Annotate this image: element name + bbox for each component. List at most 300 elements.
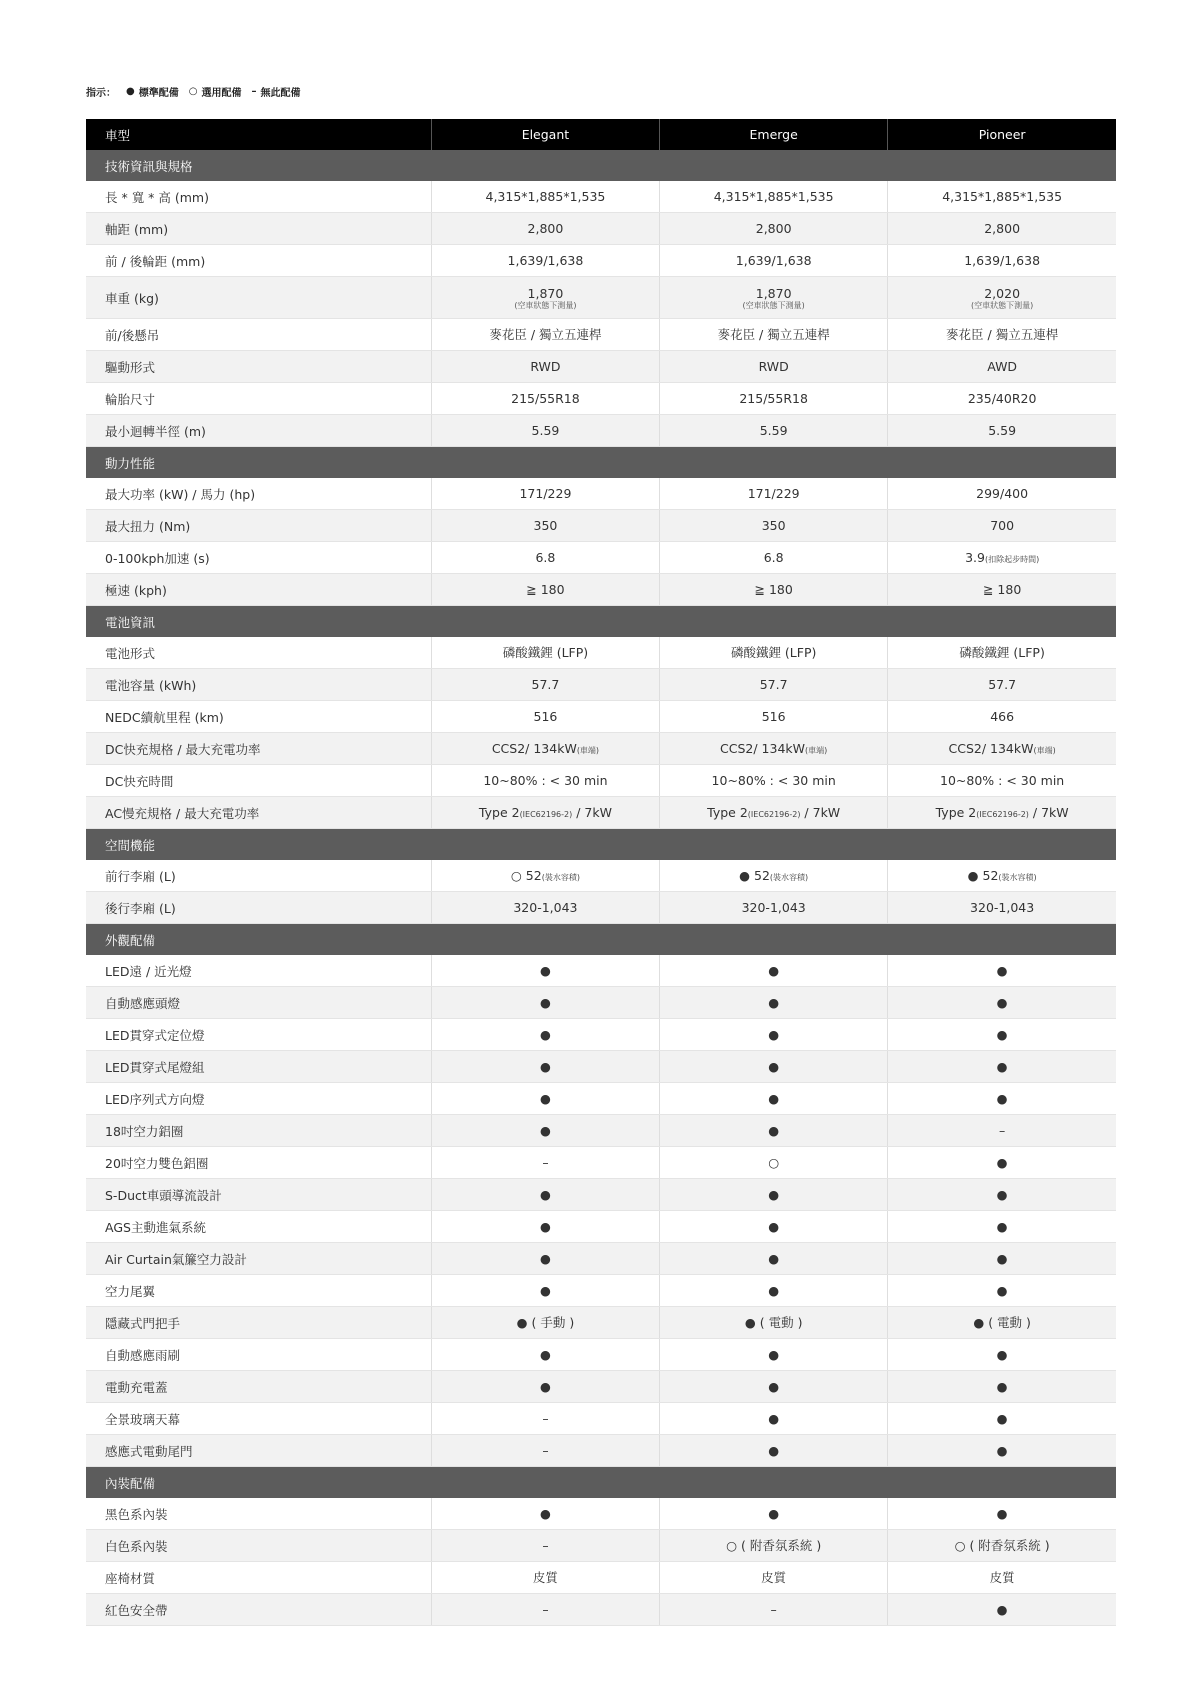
table-cell [660, 669, 888, 701]
section-title: 內裝配備 [86, 1467, 1116, 1499]
table-cell [431, 351, 659, 383]
table-cell [888, 1530, 1116, 1562]
cell-value: ● [996, 1347, 1008, 1362]
filled-dot-icon: ● [126, 86, 135, 97]
cell-value: 1,639/1,638 [964, 253, 1041, 268]
legend [86, 84, 300, 99]
table-cell [431, 245, 659, 277]
row-label: 黑色系內裝 [86, 1498, 431, 1530]
cell-suffix: (裝水容積) [998, 873, 1037, 882]
cell-value: ● [768, 1443, 780, 1458]
table-cell [431, 1147, 659, 1179]
cell-value: ● [768, 963, 780, 978]
table-cell [431, 542, 659, 574]
section-header [86, 150, 1116, 181]
row-label: LED遠 / 近光燈 [86, 955, 431, 987]
table-row [86, 1211, 1116, 1243]
cell-value: 10~80% : < 30 min [940, 773, 1065, 788]
table-cell [660, 1275, 888, 1307]
cell-value: ● [539, 995, 551, 1010]
table-cell [888, 1115, 1116, 1147]
cell-suffix: (車端) [576, 746, 600, 755]
table-row [86, 1179, 1116, 1211]
section-header [86, 447, 1116, 479]
table-row [86, 574, 1116, 606]
table-row [86, 637, 1116, 669]
cell-value: ● [539, 1283, 551, 1298]
table-cell [888, 1051, 1116, 1083]
cell-value: CCS2/ 134kW [491, 741, 577, 756]
row-label: AGS主動進氣系統 [86, 1211, 431, 1243]
table-cell [888, 415, 1116, 447]
cell-value: ● [539, 1091, 551, 1106]
table-cell [888, 765, 1116, 797]
table-cell [660, 1594, 888, 1626]
table-cell [431, 1211, 659, 1243]
table-cell [660, 383, 888, 415]
table-cell [888, 351, 1116, 383]
table-cell [431, 892, 659, 924]
table-row [86, 1115, 1116, 1147]
table-cell [660, 701, 888, 733]
cell-value: ● [996, 1602, 1008, 1617]
header-pioneer: Pioneer [888, 119, 1116, 150]
table-cell [888, 510, 1116, 542]
table-cell [888, 1019, 1116, 1051]
cell-value: 320-1,043 [741, 900, 806, 915]
row-label: DC快充時間 [86, 765, 431, 797]
table-cell [888, 478, 1116, 510]
cell-value: 57.7 [531, 677, 560, 692]
row-label: 前 / 後輪距 (mm) [86, 245, 431, 277]
table-row [86, 351, 1116, 383]
table-row [86, 1530, 1116, 1562]
table-cell [431, 510, 659, 542]
row-label: 輪胎尺寸 [86, 383, 431, 415]
cell-value: ● [768, 1027, 780, 1042]
table-cell [431, 1371, 659, 1403]
cell-value: ● [768, 1123, 780, 1138]
cell-value: ● [768, 1187, 780, 1202]
row-label: 隱藏式門把手 [86, 1307, 431, 1339]
cell-value: 1,870 [755, 285, 792, 301]
cell-value: ● [768, 1251, 780, 1266]
cell-note: (空車狀態下測量) [742, 300, 805, 310]
cell-value: ● [539, 1123, 551, 1138]
row-label: AC慢充規格 / 最大充電功率 [86, 797, 431, 829]
cell-value: 57.7 [759, 677, 788, 692]
row-label: DC快充規格 / 最大充電功率 [86, 733, 431, 765]
table-row [86, 860, 1116, 892]
row-label: LED序列式方向燈 [86, 1083, 431, 1115]
table-cell [431, 574, 659, 606]
table-cell [888, 1147, 1116, 1179]
table-row [86, 383, 1116, 415]
row-label: 0-100kph加速 (s) [86, 542, 431, 574]
legend-standard [126, 84, 179, 99]
row-label: Air Curtain氣簾空力設計 [86, 1243, 431, 1275]
cell-after: / 7kW [572, 805, 612, 820]
table-cell [431, 1019, 659, 1051]
table-cell [431, 701, 659, 733]
table-cell [888, 669, 1116, 701]
cell-value: 350 [761, 518, 786, 533]
table-cell [431, 1562, 659, 1594]
table-cell [660, 415, 888, 447]
cell-note: (空車狀態下測量) [971, 300, 1034, 310]
cell-value: ● [768, 1219, 780, 1234]
table-cell [431, 1115, 659, 1147]
cell-value: ● [996, 1091, 1008, 1106]
cell-value: ● [539, 1506, 551, 1521]
section-header [86, 1467, 1116, 1499]
cell-value: 5.59 [531, 423, 560, 438]
cell-value: ● 52 [739, 868, 770, 883]
table-cell [888, 1562, 1116, 1594]
cell-value: 1,870 [527, 285, 564, 301]
header-emerge: Emerge [660, 119, 888, 150]
cell-value: ● [768, 995, 780, 1010]
cell-value: 皮質 [532, 1570, 558, 1585]
row-label: 白色系內裝 [86, 1530, 431, 1562]
row-label: 全景玻璃天幕 [86, 1403, 431, 1435]
cell-value: – [999, 1123, 1006, 1138]
table-cell [888, 1275, 1116, 1307]
cell-value: ● [996, 995, 1008, 1010]
cell-value: 2,020 [984, 285, 1021, 301]
table-cell [431, 383, 659, 415]
cell-value: – [542, 1602, 549, 1617]
table-cell [888, 1307, 1116, 1339]
table-row [86, 1498, 1116, 1530]
table-cell [660, 319, 888, 351]
cell-suffix: (IEC62196-2) [976, 810, 1029, 819]
table-row [86, 892, 1116, 924]
cell-suffix: (車端) [1033, 746, 1056, 755]
cell-suffix: (扣除起步時間) [984, 555, 1040, 564]
cell-value: ● ( 電動 ) [973, 1315, 1031, 1330]
cell-value: ● [996, 1506, 1008, 1521]
cell-value: 171/229 [747, 486, 800, 501]
table-cell [431, 765, 659, 797]
table-cell [888, 1435, 1116, 1467]
table-row [86, 1435, 1116, 1467]
table-row [86, 1083, 1116, 1115]
table-row [86, 1307, 1116, 1339]
cell-value: 700 [990, 518, 1015, 533]
table-cell [431, 860, 659, 892]
table-cell [660, 1339, 888, 1371]
table-cell [660, 181, 888, 213]
table-cell [660, 351, 888, 383]
cell-value: 320-1,043 [513, 900, 578, 915]
table-cell [660, 1019, 888, 1051]
table-cell [888, 213, 1116, 245]
cell-value: ● [996, 1187, 1008, 1202]
table-row [86, 669, 1116, 701]
cell-value: 5.59 [759, 423, 788, 438]
table-row [86, 213, 1116, 245]
row-label: 車重 (kg) [86, 277, 431, 319]
table-cell [888, 181, 1116, 213]
table-cell [660, 1403, 888, 1435]
cell-value: – [542, 1155, 549, 1170]
table-cell [660, 1083, 888, 1115]
table-cell [660, 1562, 888, 1594]
row-label: 軸距 (mm) [86, 213, 431, 245]
cell-value: Type 2 [707, 805, 748, 820]
table-cell [888, 1498, 1116, 1530]
table-cell [431, 1243, 659, 1275]
row-label: 前/後懸吊 [86, 319, 431, 351]
row-label: S-Duct車頭導流設計 [86, 1179, 431, 1211]
cell-value: 4,315*1,885*1,535 [942, 189, 1063, 204]
legend-standard-text: 標準配備 [138, 88, 179, 99]
section-header [86, 924, 1116, 956]
row-label: 前行李廂 (L) [86, 860, 431, 892]
table-cell [431, 1435, 659, 1467]
table-row [86, 733, 1116, 765]
table-cell [431, 797, 659, 829]
table-cell [660, 1115, 888, 1147]
cell-value: ● [768, 1506, 780, 1521]
table-cell [660, 765, 888, 797]
cell-value: ● [996, 1379, 1008, 1394]
table-cell [660, 213, 888, 245]
table-row [86, 1339, 1116, 1371]
table-cell [431, 669, 659, 701]
cell-value: – [542, 1443, 549, 1458]
cell-value: 麥花臣 / 獨立五連桿 [946, 327, 1059, 342]
cell-suffix: (裝水容積) [769, 873, 809, 882]
table-cell [660, 892, 888, 924]
row-label: 自動感應頭燈 [86, 987, 431, 1019]
cell-value: 57.7 [988, 677, 1017, 692]
table-row [86, 319, 1116, 351]
spec-body [86, 150, 1116, 1626]
row-label: 電池容量 (kWh) [86, 669, 431, 701]
table-row [86, 1594, 1116, 1626]
table-cell [660, 478, 888, 510]
table-row [86, 701, 1116, 733]
cell-value: ● [539, 1347, 551, 1362]
cell-value: 2,800 [755, 221, 792, 236]
table-row [86, 1562, 1116, 1594]
cell-value: RWD [530, 359, 561, 374]
table-row [86, 797, 1116, 829]
table-cell [888, 733, 1116, 765]
cell-value: 2,800 [984, 221, 1021, 236]
cell-suffix: (車端) [805, 746, 828, 755]
table-cell [660, 797, 888, 829]
table-cell [431, 1403, 659, 1435]
cell-value: 4,315*1,885*1,535 [713, 189, 834, 204]
cell-value: 215/55R18 [511, 391, 580, 406]
cell-value: 1,639/1,638 [507, 253, 584, 268]
cell-value: 516 [533, 709, 558, 724]
table-cell [660, 277, 888, 319]
table-cell [431, 319, 659, 351]
table-row [86, 542, 1116, 574]
table-row [86, 955, 1116, 987]
cell-value: Type 2 [478, 805, 520, 820]
section-title: 外觀配備 [86, 924, 1116, 956]
table-cell [888, 1594, 1116, 1626]
row-label: 最大功率 (kW) / 馬力 (hp) [86, 478, 431, 510]
cell-value: 10~80% : < 30 min [483, 773, 608, 788]
cell-value: ● [996, 1027, 1008, 1042]
table-cell [660, 1211, 888, 1243]
cell-value: 6.8 [535, 550, 556, 565]
legend-none-text: 無此配備 [260, 88, 301, 99]
table-cell [431, 1498, 659, 1530]
table-cell [660, 1435, 888, 1467]
cell-value: 5.59 [988, 423, 1017, 438]
table-cell [888, 277, 1116, 319]
row-label: NEDC續航里程 (km) [86, 701, 431, 733]
cell-value: ● [768, 1379, 780, 1394]
section-header [86, 829, 1116, 861]
cell-after: / 7kW [800, 805, 841, 820]
table-cell [660, 1243, 888, 1275]
row-label: 長 * 寬 * 高 (mm) [86, 181, 431, 213]
cell-value: ● [996, 1283, 1008, 1298]
table-row [86, 245, 1116, 277]
cell-value: ○ ( 附香氛系統 ) [954, 1538, 1050, 1553]
table-cell [660, 574, 888, 606]
table-cell [660, 1371, 888, 1403]
table-cell [888, 797, 1116, 829]
cell-value: 磷酸鐵鋰 (LFP) [730, 645, 817, 660]
row-label: 18吋空力鋁圈 [86, 1115, 431, 1147]
cell-value: ● ( 手動 ) [516, 1315, 575, 1330]
table-cell [888, 892, 1116, 924]
table-cell [431, 415, 659, 447]
table-cell [888, 701, 1116, 733]
table-row [86, 1147, 1116, 1179]
row-label: LED貫穿式定位燈 [86, 1019, 431, 1051]
cell-value: ≧ 180 [754, 582, 793, 597]
cell-value: CCS2/ 134kW [720, 741, 806, 756]
table-cell [431, 1275, 659, 1307]
table-cell [660, 1179, 888, 1211]
table-row [86, 765, 1116, 797]
table-row [86, 1371, 1116, 1403]
table-row [86, 1051, 1116, 1083]
table-cell [660, 542, 888, 574]
table-row [86, 510, 1116, 542]
table-cell [888, 1211, 1116, 1243]
cell-suffix: (IEC62196-2) [747, 810, 801, 819]
header-row [86, 119, 1116, 150]
table-cell [888, 245, 1116, 277]
cell-value: ● [996, 1155, 1008, 1170]
cell-value: 10~80% : < 30 min [711, 773, 836, 788]
header-elegant: Elegant [431, 119, 659, 150]
table-cell [660, 1530, 888, 1562]
cell-value: 320-1,043 [970, 900, 1035, 915]
cell-value: 350 [533, 518, 558, 533]
legend-optional-text: 選用配備 [201, 88, 242, 99]
cell-value: 磷酸鐵鋰 (LFP) [959, 645, 1045, 660]
cell-value: ≧ 180 [982, 582, 1022, 597]
section-header [86, 606, 1116, 638]
table-cell [431, 1179, 659, 1211]
cell-note: (空車狀態下測量) [514, 300, 577, 310]
cell-value: ● [996, 1443, 1008, 1458]
legend-label: 指示： [86, 88, 116, 99]
cell-value: 4,315*1,885*1,535 [485, 189, 606, 204]
table-cell [888, 860, 1116, 892]
cell-suffix: (裝水容積) [541, 873, 580, 882]
cell-value: ● [996, 963, 1008, 978]
table-row [86, 1403, 1116, 1435]
cell-value: ● [996, 1251, 1008, 1266]
cell-value: 皮質 [989, 1570, 1015, 1585]
cell-value: – [770, 1602, 777, 1617]
cell-value: 6.8 [763, 550, 784, 565]
table-cell [660, 1147, 888, 1179]
table-row [86, 415, 1116, 447]
cell-value: ● [539, 963, 551, 978]
table-cell [660, 987, 888, 1019]
cell-value: Type 2 [935, 805, 977, 820]
row-label: 電動充電蓋 [86, 1371, 431, 1403]
dash-icon: – [251, 86, 257, 97]
cell-value: 麥花臣 / 獨立五連桿 [489, 327, 602, 342]
table-cell [431, 733, 659, 765]
table-row [86, 181, 1116, 213]
table-cell [431, 1307, 659, 1339]
cell-value: 1,639/1,638 [735, 253, 812, 268]
cell-value: 磷酸鐵鋰 (LFP) [502, 645, 589, 660]
table-cell [888, 1339, 1116, 1371]
table-cell [660, 955, 888, 987]
table-cell [431, 478, 659, 510]
row-label: 空力尾翼 [86, 1275, 431, 1307]
table-cell [431, 1339, 659, 1371]
table-cell [888, 1083, 1116, 1115]
table-cell [431, 1051, 659, 1083]
cell-value: ● [768, 1411, 780, 1426]
table-row [86, 987, 1116, 1019]
section-title: 空間機能 [86, 829, 1116, 861]
table-cell [431, 637, 659, 669]
table-cell [660, 1051, 888, 1083]
table-row [86, 1019, 1116, 1051]
table-cell [431, 181, 659, 213]
legend-none [251, 84, 300, 99]
cell-value: ○ 52 [510, 868, 542, 883]
row-label: LED貫穿式尾燈組 [86, 1051, 431, 1083]
table-cell [431, 1594, 659, 1626]
table-row [86, 478, 1116, 510]
cell-value: 299/400 [976, 486, 1029, 501]
table-row [86, 1275, 1116, 1307]
cell-value: 麥花臣 / 獨立五連桿 [717, 327, 830, 342]
cell-value: ● [539, 1027, 551, 1042]
row-label: 極速 (kph) [86, 574, 431, 606]
cell-value: ○ ( 附香氛系統 ) [726, 1538, 822, 1553]
cell-value: ≧ 180 [526, 582, 565, 597]
hollow-dot-icon: ○ [188, 86, 198, 97]
table-cell [888, 987, 1116, 1019]
cell-after: / 7kW [1028, 805, 1069, 820]
table-cell [888, 637, 1116, 669]
cell-value: 皮質 [761, 1570, 787, 1585]
row-label: 最大扭力 (Nm) [86, 510, 431, 542]
cell-value: AWD [987, 359, 1018, 374]
